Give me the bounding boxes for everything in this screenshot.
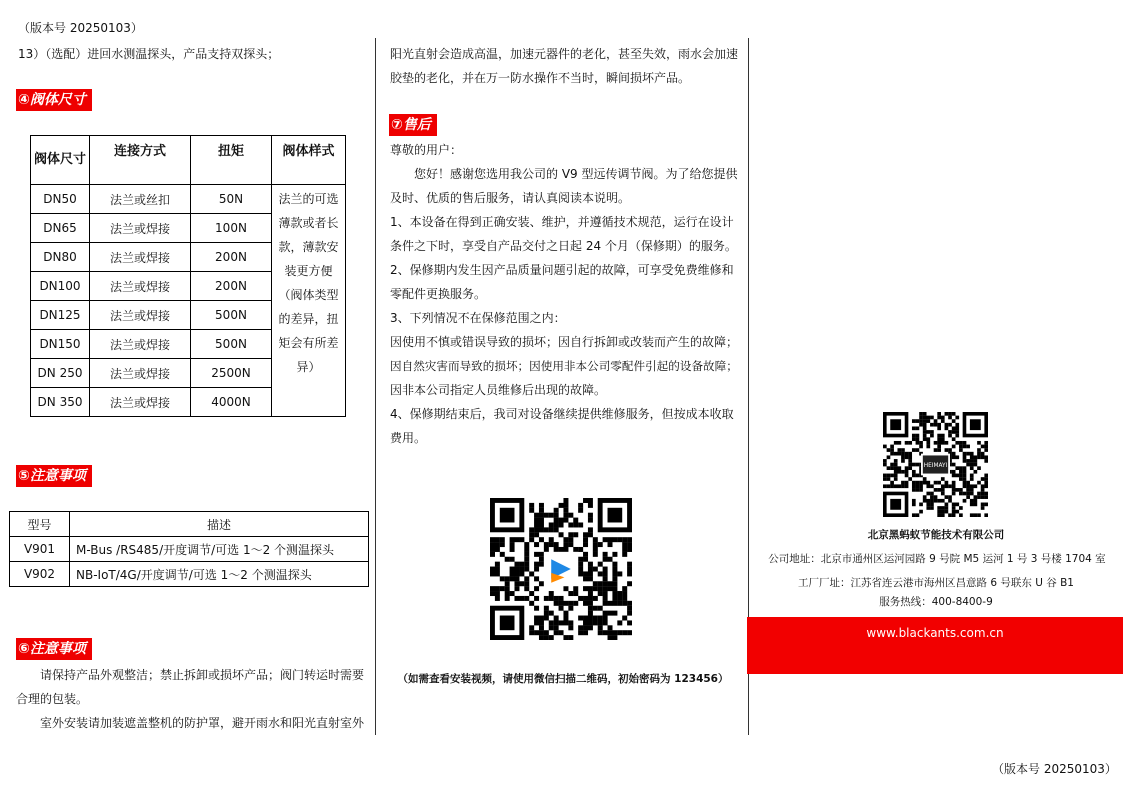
website-link[interactable]: www.blackants.com.cn xyxy=(866,626,1004,640)
version-top: （版本号 20250103） xyxy=(18,21,143,35)
dim-header-style: 阀体样式 xyxy=(272,136,346,185)
description-cell: NB-IoT/4G/开度调节/可选 1～2 个测温探头 xyxy=(70,562,369,587)
factory-address: 工厂厂址：江苏省连云港市海州区昌意路 6 号联东 U 谷 B1 xyxy=(798,577,1074,589)
greeting: 尊敬的用户： xyxy=(390,143,463,157)
section-6-title: ⑥注意事项 xyxy=(16,638,92,660)
dim-header-torque: 扭矩 xyxy=(191,136,272,185)
qr-caption: （如需查看安装视频，请使用微信扫描二维码，初始密码为 123456） xyxy=(397,673,729,685)
dim-cell-connection: 法兰或焊接 xyxy=(90,214,191,243)
company-address: 公司地址：北京市通州区运河园路 9 号院 M5 运河 1 号 3 号楼 1704 室 xyxy=(768,553,1106,565)
warranty-item-3a: 因使用不慎或错误导致的损坏；因自行拆卸或改装而产生的故障； xyxy=(390,335,739,349)
dim-cell-size: DN125 xyxy=(31,301,90,330)
dim-cell-connection: 法兰或焊接 xyxy=(90,301,191,330)
dim-cell-size: DN50 xyxy=(31,185,90,214)
dim-cell-torque: 50N xyxy=(191,185,272,214)
dim-cell-torque: 100N xyxy=(191,214,272,243)
warranty-item-4: 4、保修期结束后，我司对设备继续提供维修服务，但按成本收取费用。 xyxy=(390,407,734,445)
dim-cell-connection: 法兰或焊接 xyxy=(90,272,191,301)
service-hotline: 服务热线：400-8400-9 xyxy=(879,596,993,608)
description-header: 描述 xyxy=(70,512,369,537)
section-4-title: ④阀体尺寸 xyxy=(16,89,92,111)
dim-cell-size: DN 250 xyxy=(31,359,90,388)
dim-cell-size: DN150 xyxy=(31,330,90,359)
dim-cell-torque: 500N xyxy=(191,330,272,359)
model-cell: V902 xyxy=(10,562,70,587)
warranty-item-3c: 因非本公司指定人员维修后出现的故障。 xyxy=(390,383,607,397)
valve-size-table xyxy=(30,135,346,417)
section-7-title: ⑦售后 xyxy=(389,114,437,136)
model-cell: V901 xyxy=(10,537,70,562)
qr-logo-text: HEIMAYI xyxy=(923,463,948,470)
dim-cell-connection: 法兰或焊接 xyxy=(90,243,191,272)
warranty-item-1: 1、本设备在得到正确安装、维护，并遵循技术规范，运行在设计条件之下时，享受自产品交付之日起 24 个月（保修期）的服务。 xyxy=(390,215,737,253)
dim-cell-torque: 500N xyxy=(191,301,272,330)
dim-cell-size: DN100 xyxy=(31,272,90,301)
dim-cell-connection: 法兰或丝扣 xyxy=(90,185,191,214)
section-5-title: ⑤注意事项 xyxy=(16,465,92,487)
model-table xyxy=(9,511,369,587)
dim-cell-torque: 200N xyxy=(191,272,272,301)
dim-cell-size: DN65 xyxy=(31,214,90,243)
dim-style-note: 法兰的可选薄款或者长款，薄款安装更方便（阀体类型的差异，扭矩会有所差异） xyxy=(272,185,346,417)
continued-text: 阳光直射会造成高温，加速元器件的老化，甚至失效，雨水会加速胶垫的老化，并在万一防水操作不当时，瞬间损坏产品。 xyxy=(390,47,739,85)
dim-cell-connection: 法兰或焊接 xyxy=(90,359,191,388)
dim-cell-torque: 4000N xyxy=(191,388,272,417)
intro-paragraph: 您好！感谢您选用我公司的 V9 型远传调节阀。为了给您提供及时、优质的售后服务，请认真阅读本说明。 xyxy=(390,167,738,205)
version-bottom: （版本号 20250103） xyxy=(992,762,1117,776)
dim-cell-connection: 法兰或焊接 xyxy=(90,330,191,359)
video-qr-code xyxy=(490,498,632,640)
dim-cell-connection: 法兰或焊接 xyxy=(90,388,191,417)
dim-cell-torque: 2500N xyxy=(191,359,272,388)
column-divider-1 xyxy=(375,38,376,735)
table-row xyxy=(31,185,346,214)
dim-cell-size: DN80 xyxy=(31,243,90,272)
description-cell: M-Bus /RS485/开度调节/可选 1～2 个测温探头 xyxy=(70,537,369,562)
table-row xyxy=(10,537,369,562)
warranty-item-2: 2、保修期内发生因产品质量问题引起的故障，可享受免费维修和零配件更换服务。 xyxy=(390,263,734,301)
dim-header-connection: 连接方式 xyxy=(90,136,191,185)
dim-cell-size: DN 350 xyxy=(31,388,90,417)
section-6-paragraph-1: 请保持产品外观整洁；禁止拆卸或损坏产品；阀门转运时需要合理的包装。 xyxy=(16,668,365,706)
dim-cell-torque: 200N xyxy=(191,243,272,272)
company-name: 北京黑蚂蚁节能技术有限公司 xyxy=(867,529,1005,541)
company-qr-code xyxy=(883,412,988,517)
item-13: 13）（选配）进回水测温探头，产品支持双探头； xyxy=(18,47,280,61)
warranty-item-3: 3、下列情况不在保修范围之内： xyxy=(390,311,566,325)
dim-header-size: 阀体尺寸 xyxy=(31,136,90,185)
section-6-paragraph-2: 室外安装请加装遮盖整机的防护罩，避开雨水和阳光直射室外 xyxy=(40,716,365,730)
warranty-item-3b: 因自然灾害而导致的损坏；因使用非本公司零配件引起的设备故障； xyxy=(390,359,738,373)
table-row xyxy=(10,562,369,587)
model-header: 型号 xyxy=(10,512,70,537)
